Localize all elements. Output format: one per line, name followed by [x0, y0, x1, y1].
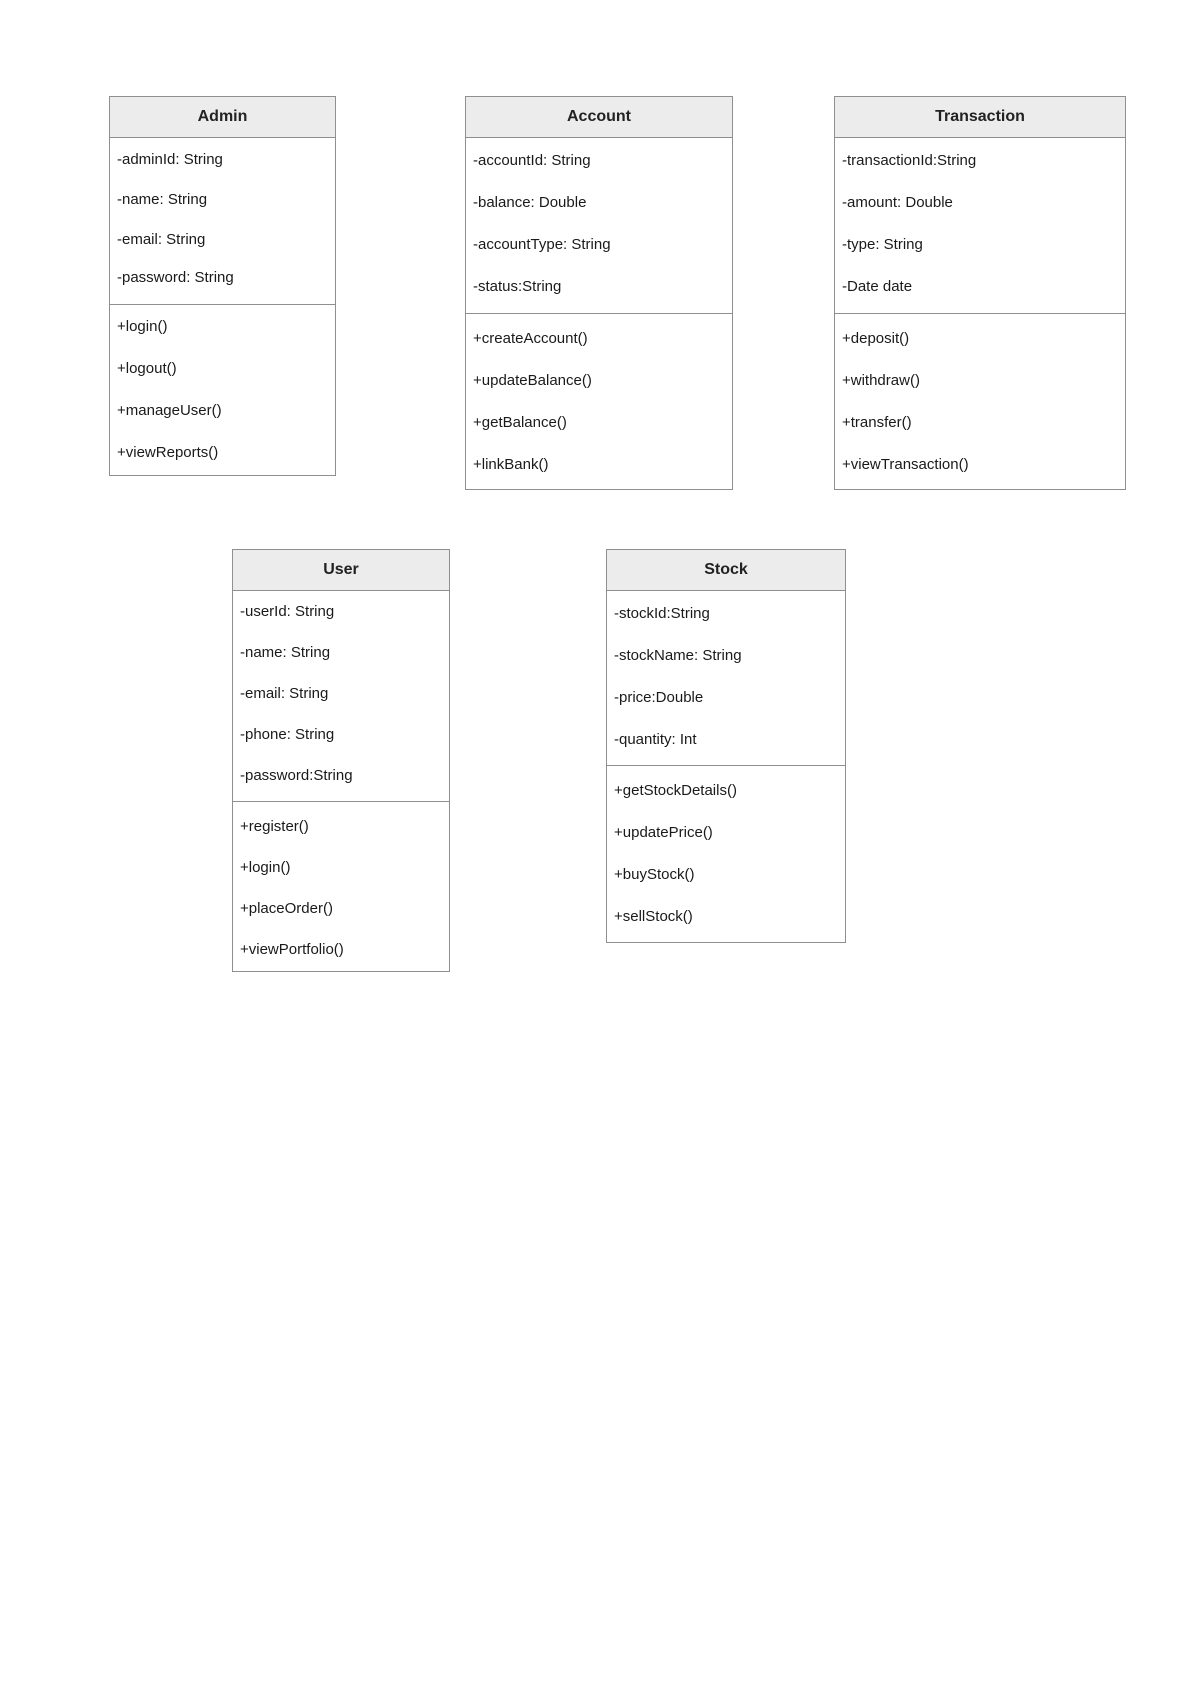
class-name: Transaction	[835, 97, 1125, 138]
operation: +getBalance()	[473, 413, 567, 431]
operation: +login()	[117, 317, 168, 335]
attribute: -email: String	[240, 685, 329, 702]
attribute: -name: String	[240, 644, 331, 661]
operation: +updateBalance()	[473, 371, 592, 389]
attribute-list	[233, 591, 449, 802]
attribute: -password: String	[117, 268, 234, 286]
operation: +getStockDetails()	[614, 781, 737, 799]
attribute: -transactionId:String	[842, 151, 977, 169]
attribute-list	[835, 138, 1125, 314]
attribute: -userId: String	[240, 603, 335, 620]
attribute: -quantity: Int	[614, 730, 697, 748]
operation: +placeOrder()	[240, 900, 333, 917]
operation: +logout()	[117, 359, 177, 377]
class-name: Account	[466, 97, 732, 138]
class-name: User	[233, 550, 449, 591]
attribute: -name: String	[117, 190, 208, 208]
operation: +viewPortfolio()	[240, 941, 344, 958]
class-account	[465, 96, 733, 490]
operation-list	[233, 802, 449, 970]
operation-list	[835, 314, 1125, 485]
attribute: -stockId:String	[614, 604, 710, 622]
operation: +manageUser()	[117, 401, 222, 419]
operation: +transfer()	[842, 413, 912, 431]
operation: +updatePrice()	[614, 823, 713, 841]
class-transaction	[834, 96, 1126, 490]
operation: +createAccount()	[473, 329, 588, 347]
attribute: -accountId: String	[473, 151, 591, 169]
operation: +viewReports()	[117, 443, 219, 461]
attribute: -accountType: String	[473, 235, 611, 253]
class-name: Stock	[607, 550, 845, 591]
class-stock	[606, 549, 846, 943]
operation: +register()	[240, 818, 309, 835]
attribute: -type: String	[842, 235, 923, 253]
operation-list	[607, 766, 845, 937]
attribute: -password:String	[240, 767, 353, 784]
attribute-list	[466, 138, 732, 314]
operation: +deposit()	[842, 329, 910, 347]
attribute: -Date date	[842, 277, 913, 295]
attribute: -phone: String	[240, 726, 335, 743]
attribute: -amount: Double	[842, 193, 953, 211]
attribute: -balance: Double	[473, 193, 587, 211]
attribute-list	[607, 591, 845, 766]
operation: +withdraw()	[842, 371, 920, 389]
operation-list	[110, 305, 335, 473]
operation: +sellStock()	[614, 907, 693, 925]
operation: +linkBank()	[473, 455, 549, 473]
operation-list	[466, 314, 732, 485]
operation: +buyStock()	[614, 865, 695, 883]
attribute-list	[110, 138, 335, 305]
operation: +login()	[240, 859, 291, 876]
class-user	[232, 549, 450, 972]
attribute: -email: String	[117, 230, 206, 248]
attribute: -adminId: String	[117, 150, 223, 168]
attribute: -status:String	[473, 277, 562, 295]
attribute: -price:Double	[614, 688, 704, 706]
class-name: Admin	[110, 97, 335, 138]
attribute: -stockName: String	[614, 646, 742, 664]
class-admin	[109, 96, 336, 476]
operation: +viewTransaction()	[842, 455, 969, 473]
